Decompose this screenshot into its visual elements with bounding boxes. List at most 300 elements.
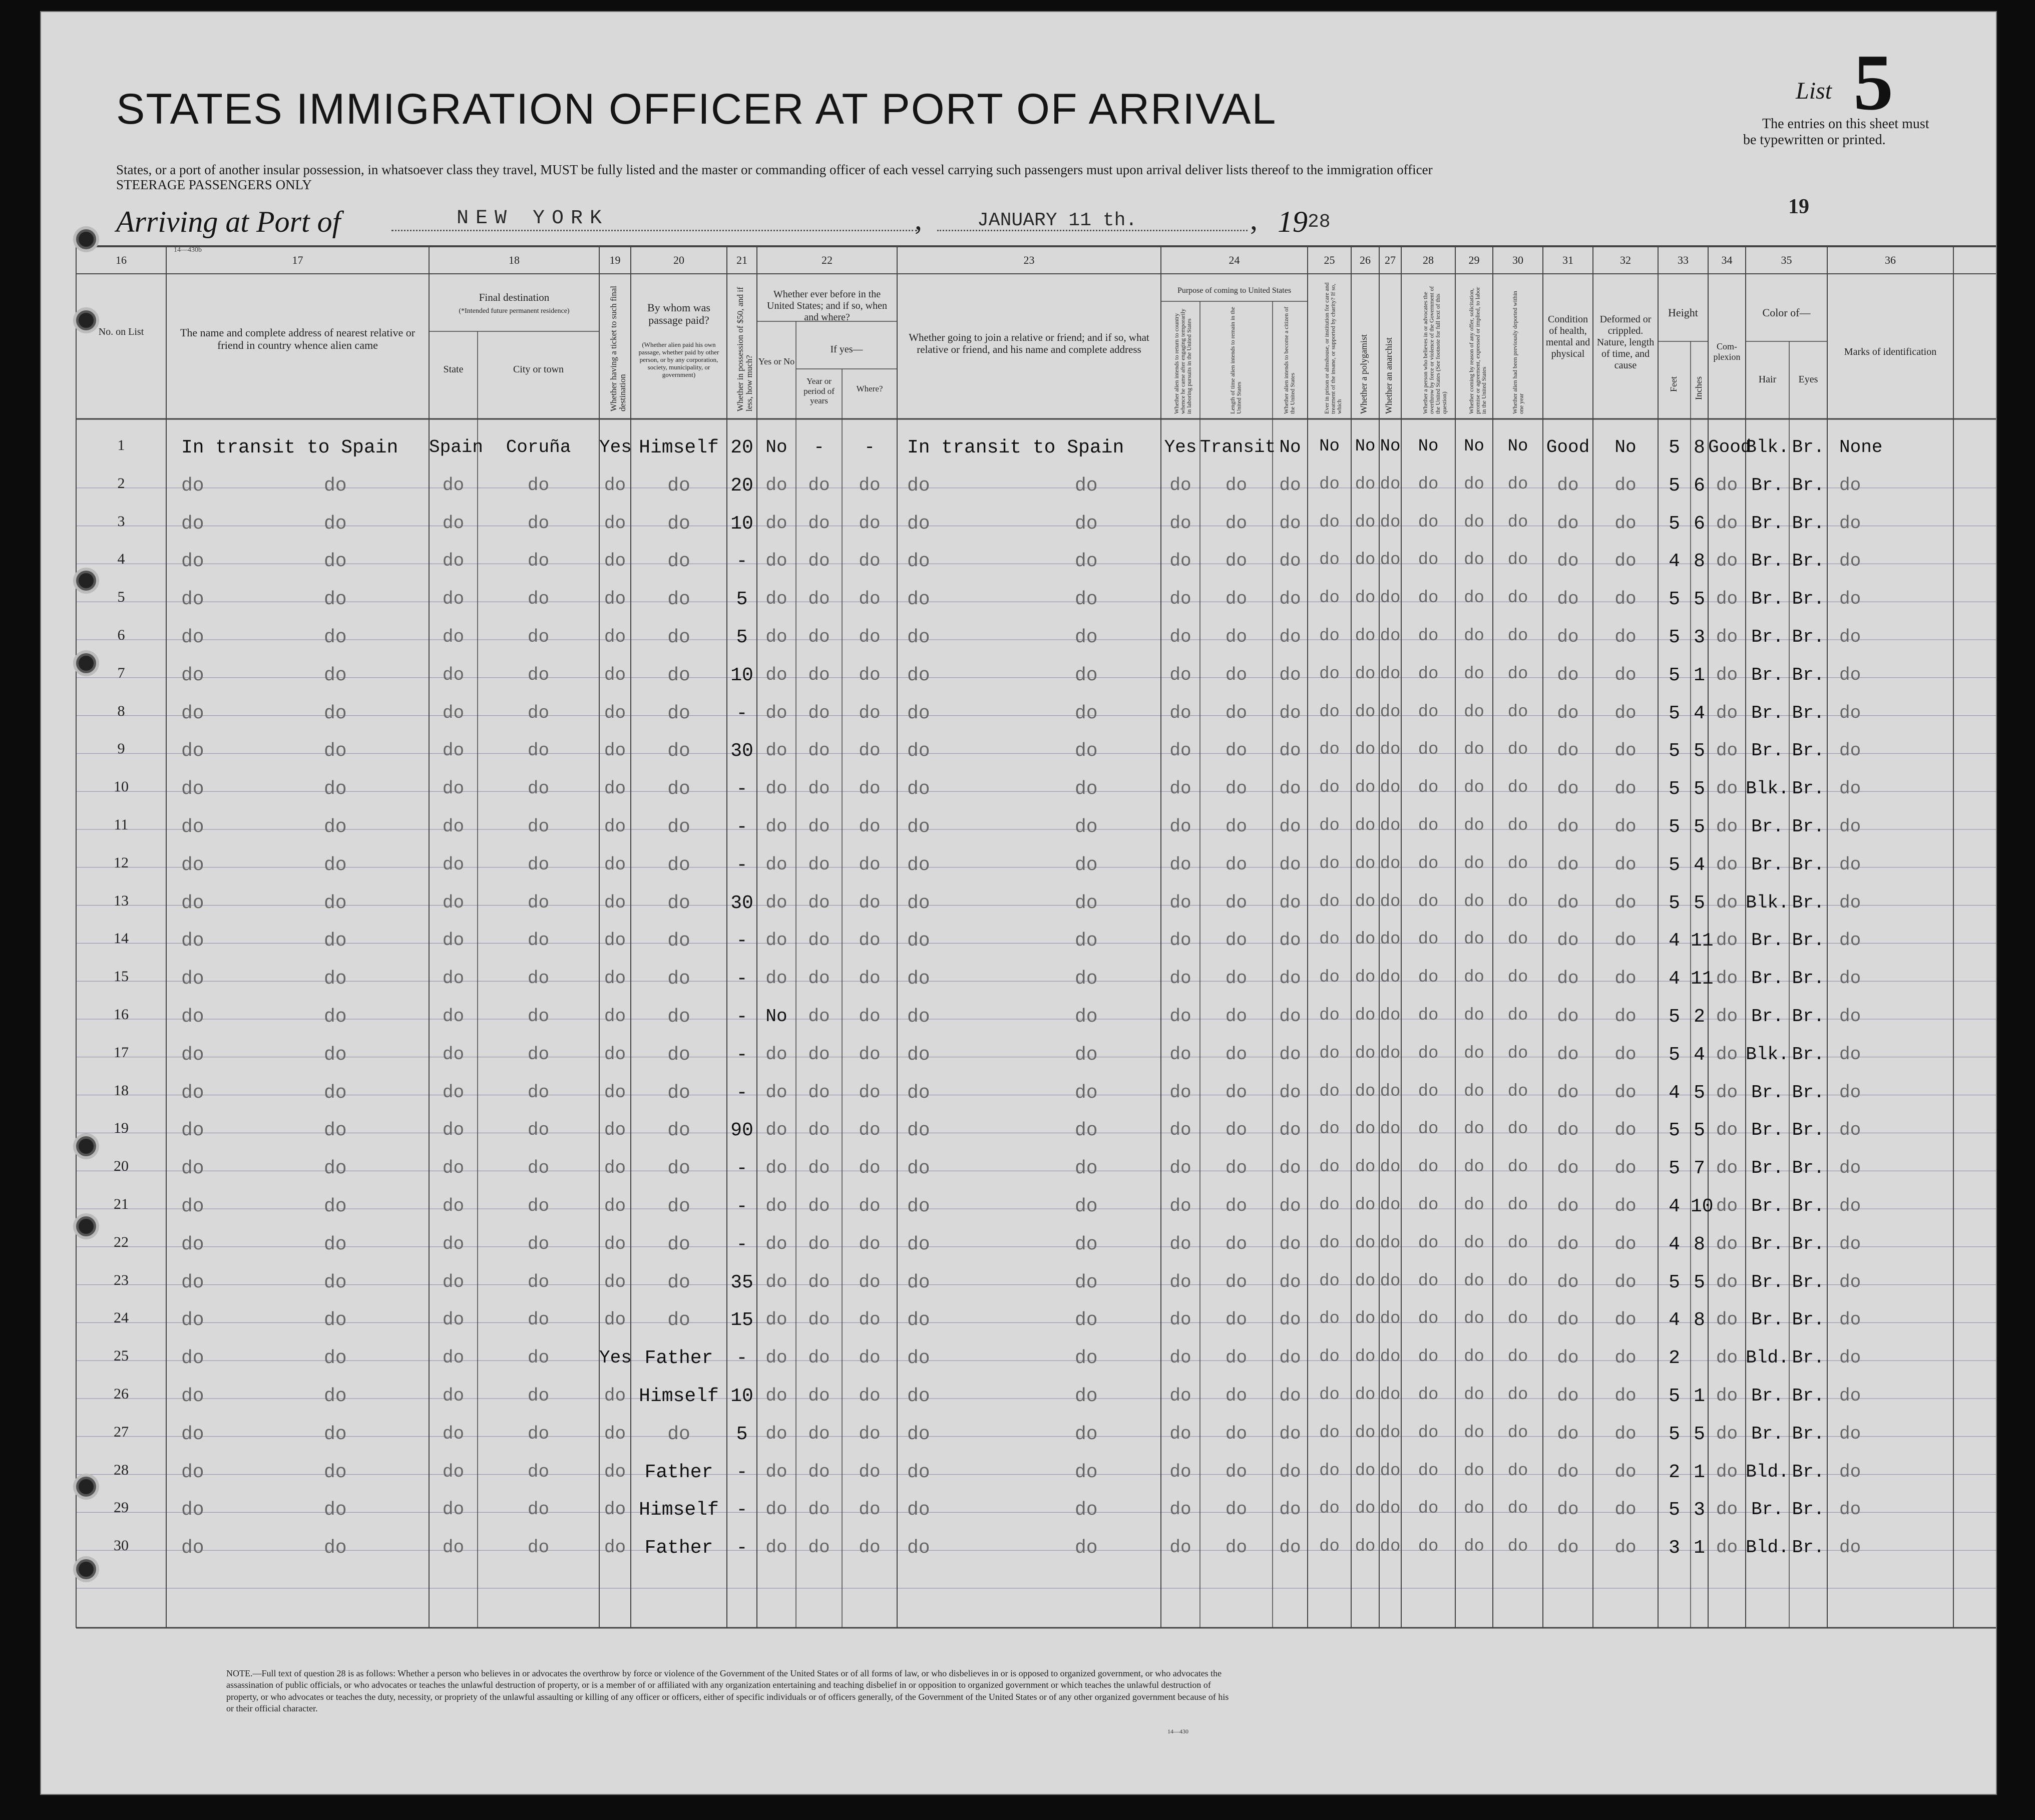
cell-p2: do (1225, 1082, 1248, 1103)
column-header: Condition of health, mental and physical (1545, 314, 1590, 359)
cell-yn: do (765, 740, 787, 761)
cell-c29: do (1464, 1271, 1484, 1291)
cell-c23a: do (907, 551, 930, 573)
cell-wh: do (859, 664, 881, 685)
cell-tk: do (604, 892, 626, 913)
cell-in: 8 (1694, 551, 1705, 573)
cell-p2: do (1225, 930, 1248, 951)
cell-ft: 5 (1669, 1006, 1680, 1028)
cell-c17b: do (324, 1271, 347, 1293)
cell-c25: do (1319, 551, 1340, 570)
cell-p1: do (1169, 702, 1191, 723)
cell-c17b: do (324, 816, 347, 838)
cell-hr: Br. (1751, 930, 1784, 951)
cell-yr: do (808, 1120, 830, 1141)
cell-ey: Br. (1792, 1386, 1825, 1406)
cell-c30: do (1507, 1271, 1528, 1291)
cell-m: 35 (730, 1271, 753, 1293)
cell-tk: do (604, 1386, 626, 1406)
cell-mk: do (1839, 740, 1861, 761)
cell-yr: do (808, 513, 830, 534)
cell-c17a: do (181, 1233, 204, 1255)
cell-c23a: do (907, 1271, 930, 1293)
cell-c25: do (1319, 1006, 1340, 1025)
cell-cx: do (1716, 968, 1738, 989)
cell-m: - (736, 816, 748, 838)
cell-c25: do (1319, 1196, 1340, 1215)
cell-c32: do (1614, 1309, 1637, 1330)
binder-hole (76, 653, 96, 673)
cell-c29: do (1464, 1120, 1484, 1139)
cell-p1: do (1169, 1347, 1191, 1369)
cell-wh: do (859, 1461, 881, 1482)
cell-hr: Br. (1751, 1233, 1784, 1254)
cell-c27: do (1380, 1423, 1401, 1443)
cell-yr: do (808, 589, 830, 610)
cell-ey: Br. (1792, 778, 1825, 799)
cell-c25: do (1319, 1309, 1340, 1329)
cell-yr: do (808, 475, 830, 496)
cell-c17a: do (181, 854, 204, 876)
cell-city: do (527, 702, 550, 723)
cell-mk: do (1839, 1044, 1861, 1065)
column-header: Whether coming by reason of any offer, solicitation, promise or agreement, expressed or implied, to labor in the United States (1467, 287, 1487, 414)
cell-c30: do (1507, 1082, 1528, 1101)
cell-c17a: do (181, 589, 204, 611)
cell-p2: do (1225, 892, 1248, 913)
cell-c23a: do (907, 1309, 930, 1331)
column-number: 18 (509, 254, 520, 266)
cell-city: do (527, 892, 550, 913)
cell-by: do (667, 1158, 690, 1180)
cell-city: do (527, 1347, 550, 1369)
column-header: Whether an anarchist (1384, 337, 1394, 414)
cell-yr: do (808, 740, 830, 761)
cell-c23b: do (1075, 1309, 1098, 1331)
column-number: 32 (1620, 254, 1631, 266)
cell-c23a: do (907, 664, 930, 686)
cell-yr: do (808, 1537, 830, 1558)
cell-by: Father (644, 1461, 713, 1483)
cell-tk: do (604, 702, 626, 723)
cell-p2: do (1225, 1537, 1248, 1558)
cell-m: 5 (736, 627, 748, 648)
cell-mk: do (1839, 778, 1861, 799)
cell-m: - (736, 1082, 748, 1104)
cell-in: 4 (1694, 854, 1705, 876)
cell-m: 5 (736, 589, 748, 611)
cell-mk: do (1839, 1158, 1861, 1179)
entries-note-line-1: The entries on this sheet must (1762, 116, 1929, 132)
cell-c28: do (1418, 968, 1439, 988)
cell-st: do (442, 664, 465, 685)
cell-ft: 5 (1669, 437, 1680, 459)
cell-c17b: do (324, 1082, 347, 1104)
cell-yr: do (808, 702, 830, 723)
cell-c17a: do (181, 627, 204, 648)
cell-ft: 5 (1669, 589, 1680, 611)
cell-p3: do (1279, 778, 1301, 799)
cell-c32: do (1614, 892, 1637, 913)
cell-c17b: do (324, 778, 347, 800)
cell-c32: do (1614, 854, 1637, 875)
cell-hr: Blk. (1746, 778, 1789, 799)
cell-ft: 5 (1669, 664, 1680, 686)
cell-wh: do (859, 627, 881, 647)
binder-hole (76, 571, 96, 591)
cell-c29: do (1464, 1347, 1484, 1367)
cell-c28: do (1418, 1347, 1439, 1367)
cell-cx: do (1716, 551, 1738, 572)
cell-c26: do (1355, 1196, 1376, 1215)
cell-yr: do (808, 892, 830, 913)
cell-by: do (667, 1082, 690, 1104)
cell-c28: do (1418, 1537, 1439, 1557)
cell-c26: do (1355, 1006, 1376, 1025)
cell-wh: do (859, 1006, 881, 1027)
cell-c26: do (1355, 1499, 1376, 1519)
cell-c17a: do (181, 1196, 204, 1217)
cell-p1: do (1169, 740, 1191, 761)
cell-yr: do (808, 1233, 830, 1254)
cell-hr: Br. (1751, 702, 1784, 723)
cell-yn: do (765, 1158, 787, 1179)
cell-c29: do (1464, 1082, 1484, 1101)
cell-no: 12 (114, 854, 129, 871)
cell-p3: do (1279, 513, 1301, 534)
column-header: By whom was passage paid? (647, 301, 710, 327)
cell-p3: do (1279, 930, 1301, 951)
cell-city: do (527, 1044, 550, 1065)
cell-hr: Br. (1751, 968, 1784, 989)
cell-p1: do (1169, 589, 1191, 610)
cell-wh: do (859, 1082, 881, 1103)
cell-st: do (442, 968, 465, 989)
cell-mk: do (1839, 1499, 1861, 1520)
cell-p1: do (1169, 627, 1191, 647)
cell-c32: do (1614, 627, 1637, 647)
cell-in: 3 (1694, 627, 1705, 648)
cell-tk: do (604, 1499, 626, 1520)
cell-yn: do (765, 627, 787, 647)
cell-c26: do (1355, 627, 1376, 646)
cell-p1: do (1169, 1233, 1191, 1254)
cell-no: 27 (114, 1423, 129, 1440)
cell-city: do (527, 1309, 550, 1330)
cell-tk: do (604, 1423, 626, 1444)
cell-p3: do (1279, 664, 1301, 685)
cell-ft: 4 (1669, 1082, 1680, 1104)
cell-p2: do (1225, 1271, 1248, 1292)
cell-ey: Br. (1792, 968, 1825, 989)
cell-yn: do (765, 589, 787, 610)
cell-no: 30 (114, 1537, 129, 1554)
cell-city: do (527, 1082, 550, 1103)
cell-city: do (527, 1271, 550, 1292)
cell-ey: Br. (1792, 1347, 1825, 1369)
cell-mk: None (1839, 437, 1883, 458)
cell-city: do (527, 778, 550, 799)
cell-c27: do (1380, 1120, 1401, 1139)
cell-c27: do (1380, 1309, 1401, 1329)
cell-c32: do (1614, 702, 1637, 723)
cell-ey: Br. (1792, 437, 1825, 458)
cell-c26: do (1355, 1461, 1376, 1481)
cell-no: 16 (114, 1006, 129, 1023)
cell-c28: do (1418, 1309, 1439, 1329)
cell-c29: do (1464, 589, 1484, 608)
subcolumn-height: Inches (1693, 376, 1704, 400)
cell-wh: do (859, 1347, 881, 1369)
cell-c17a: do (181, 1461, 204, 1483)
cell-c17a: do (181, 1006, 204, 1028)
cell-cx: do (1716, 854, 1738, 875)
cell-c30: do (1507, 551, 1528, 570)
cell-tk: do (604, 1158, 626, 1179)
cell-c29: do (1464, 778, 1484, 798)
cell-m: 90 (730, 1120, 753, 1142)
cell-p2: do (1225, 1120, 1248, 1141)
cell-c27: do (1380, 816, 1401, 835)
cell-ey: Br. (1792, 854, 1825, 875)
cell-city: do (527, 475, 550, 496)
cell-cx: do (1716, 892, 1738, 913)
cell-tk: do (604, 1196, 626, 1216)
cell-yn: do (765, 816, 787, 837)
cell-m: 20 (730, 475, 753, 497)
cell-hr: Bld. (1746, 1537, 1789, 1558)
cell-tk: do (604, 930, 626, 951)
cell-c32: do (1614, 589, 1637, 610)
cell-m: 20 (730, 437, 753, 459)
cell-c28: do (1418, 1044, 1439, 1063)
cell-p1: do (1169, 1271, 1191, 1292)
cell-yr: do (808, 1082, 830, 1103)
cell-c17b: do (324, 1006, 347, 1028)
page-title: STATES IMMIGRATION OFFICER AT PORT OF ARRIVAL (116, 85, 1277, 133)
cell-c25: do (1319, 1120, 1340, 1139)
column-header: Marks of identification (1844, 346, 1937, 357)
cell-c27: do (1380, 1082, 1401, 1101)
cell-p1: do (1169, 1309, 1191, 1330)
cell-yn: No (765, 437, 787, 458)
cell-c17b: do (324, 702, 347, 724)
cell-yn: do (765, 513, 787, 534)
cell-in: 1 (1694, 664, 1705, 686)
cell-c31: do (1557, 1423, 1579, 1444)
cell-c32: do (1614, 930, 1637, 951)
cell-p3: do (1279, 740, 1301, 761)
column-header: Whether alien had been previously deported within one year (1511, 291, 1525, 414)
cell-no: 20 (114, 1158, 129, 1175)
cell-tk: do (604, 740, 626, 761)
cell-p1: do (1169, 1044, 1191, 1065)
cell-mk: do (1839, 551, 1861, 572)
cell-st: do (442, 854, 465, 875)
cell-c30: do (1507, 702, 1528, 722)
column-header: Com-plexion (1713, 341, 1741, 362)
cell-yn: do (765, 1461, 787, 1482)
cell-c26: do (1355, 1044, 1376, 1063)
cell-c29: No (1464, 437, 1484, 456)
column-number: 27 (1385, 254, 1396, 266)
cell-m: - (736, 1233, 748, 1255)
cell-c23a: In transit to Spain (907, 437, 1124, 459)
cell-no: 29 (114, 1499, 129, 1516)
cell-mk: do (1839, 1537, 1861, 1558)
cell-ey: Br. (1792, 1196, 1825, 1216)
cell-yn: do (765, 778, 787, 799)
cell-tk: do (604, 475, 626, 496)
cell-c30: do (1507, 1233, 1528, 1253)
cell-tk: do (604, 1461, 626, 1482)
cell-c23a: do (907, 816, 930, 838)
cell-c17b: do (324, 664, 347, 686)
cell-c31: do (1557, 740, 1579, 761)
cell-c27: do (1380, 1537, 1401, 1557)
port-value: NEW YORK (457, 207, 609, 230)
cell-st: do (442, 1233, 465, 1254)
cell-cx: do (1716, 1386, 1738, 1406)
cell-c17a: In transit to Spain (181, 437, 398, 459)
cell-in: 11 (1691, 968, 1714, 990)
cell-yn: do (765, 1196, 787, 1216)
cell-m: - (736, 1196, 748, 1217)
column-header: Whether in possession of $50, and if less, how much? (735, 287, 754, 411)
cell-ey: Br. (1792, 475, 1825, 496)
cell-cx: do (1716, 1044, 1738, 1065)
cell-m: 15 (730, 1309, 753, 1331)
cell-wh: do (859, 589, 881, 610)
cell-c31: do (1557, 1158, 1579, 1179)
cell-m: - (736, 1537, 748, 1559)
cell-p1: do (1169, 1423, 1191, 1444)
cell-c31: do (1557, 892, 1579, 913)
cell-c31: do (1557, 627, 1579, 647)
cell-wh: do (859, 816, 881, 837)
cell-ft: 5 (1669, 740, 1680, 762)
cell-c23a: do (907, 1347, 930, 1370)
cell-wh: do (859, 1158, 881, 1179)
binder-hole (76, 310, 96, 330)
cell-c23a: do (907, 778, 930, 800)
cell-c32: do (1614, 1006, 1637, 1027)
cell-p2: do (1225, 1347, 1248, 1369)
cell-c25: do (1319, 740, 1340, 760)
cell-tk: do (604, 1537, 626, 1558)
cell-p1: Yes (1164, 437, 1197, 458)
cell-c26: do (1355, 702, 1376, 722)
cell-c17a: do (181, 475, 204, 497)
cell-ft: 5 (1669, 513, 1680, 535)
cell-c30: do (1507, 816, 1528, 835)
cell-c32: do (1614, 1423, 1637, 1444)
cell-hr: Br. (1751, 627, 1784, 647)
cell-c25: do (1319, 1499, 1340, 1519)
cell-yr: do (808, 1006, 830, 1027)
cell-ft: 5 (1669, 1044, 1680, 1066)
cell-c29: do (1464, 664, 1484, 684)
cell-m: - (736, 1499, 748, 1521)
cell-ey: Br. (1792, 892, 1825, 913)
cell-wh: do (859, 740, 881, 761)
cell-c17b: do (324, 1423, 347, 1445)
cell-st: do (442, 1082, 465, 1103)
cell-c31: do (1557, 968, 1579, 989)
cell-no: 17 (114, 1044, 129, 1061)
cell-c32: do (1614, 1044, 1637, 1065)
cell-cx: do (1716, 1499, 1738, 1520)
cell-by: do (667, 513, 690, 535)
subtitle-line-2: STEERAGE PASSENGERS ONLY (116, 177, 312, 192)
column-number: 22 (822, 254, 833, 266)
cell-c30: do (1507, 1537, 1528, 1557)
cell-c23b: do (1075, 1347, 1098, 1370)
subcolumn-year: Year or period of years (803, 376, 835, 406)
cell-c31: do (1557, 589, 1579, 610)
cell-p1: do (1169, 778, 1191, 799)
cell-hr: Blk. (1746, 437, 1789, 458)
cell-city: do (527, 513, 550, 534)
cell-c32: do (1614, 816, 1637, 837)
cell-st: do (442, 1006, 465, 1027)
cell-c29: do (1464, 1309, 1484, 1329)
cell-mk: do (1839, 627, 1861, 647)
cell-cx: do (1716, 1537, 1738, 1558)
cell-c27: do (1380, 930, 1401, 950)
cell-p2: do (1225, 1461, 1248, 1482)
cell-yr: do (808, 854, 830, 875)
column-number: 16 (116, 254, 127, 266)
cell-in: 5 (1694, 1423, 1705, 1445)
cell-p1: do (1169, 475, 1191, 496)
cell-p2: do (1225, 854, 1248, 875)
cell-mk: do (1839, 1347, 1861, 1369)
cell-p3: do (1279, 1082, 1301, 1103)
cell-p1: do (1169, 1196, 1191, 1216)
cell-yn: do (765, 551, 787, 572)
cell-c26: do (1355, 1082, 1376, 1101)
column-number: 33 (1678, 254, 1689, 266)
cell-c23b: do (1075, 589, 1098, 611)
cell-c32: do (1614, 1082, 1637, 1103)
cell-wh: do (859, 1233, 881, 1254)
cell-p2: do (1225, 1006, 1248, 1027)
cell-c32: do (1614, 1233, 1637, 1254)
cell-p2: do (1225, 1044, 1248, 1065)
cell-c23a: do (907, 1461, 930, 1483)
cell-m: - (736, 1006, 748, 1028)
cell-yr: do (808, 778, 830, 799)
cell-in: 1 (1694, 1461, 1705, 1483)
cell-yr: do (808, 551, 830, 572)
cell-ey: Br. (1792, 816, 1825, 837)
cell-p1: do (1169, 1537, 1191, 1558)
cell-c17b: do (324, 1158, 347, 1180)
cell-c23a: do (907, 1120, 930, 1142)
cell-c32: do (1614, 1347, 1637, 1369)
cell-cx: do (1716, 1347, 1738, 1369)
cell-wh: do (859, 1499, 881, 1520)
cell-c29: do (1464, 930, 1484, 950)
cell-yn: do (765, 854, 787, 875)
cell-ey: Br. (1792, 1461, 1825, 1482)
column-header: Whether a person who believes in or advocates the overthrow by force or violence of the Government of the United States (See footnote for full text of this question) (1422, 286, 1448, 414)
cell-c30: No (1507, 437, 1528, 456)
column-note: (Whether alien paid his own passage, whether paid by other person, or by any corporation, society, municipality, or government) (638, 341, 719, 378)
cell-c28: do (1418, 1499, 1439, 1519)
cell-p2: do (1225, 778, 1248, 799)
